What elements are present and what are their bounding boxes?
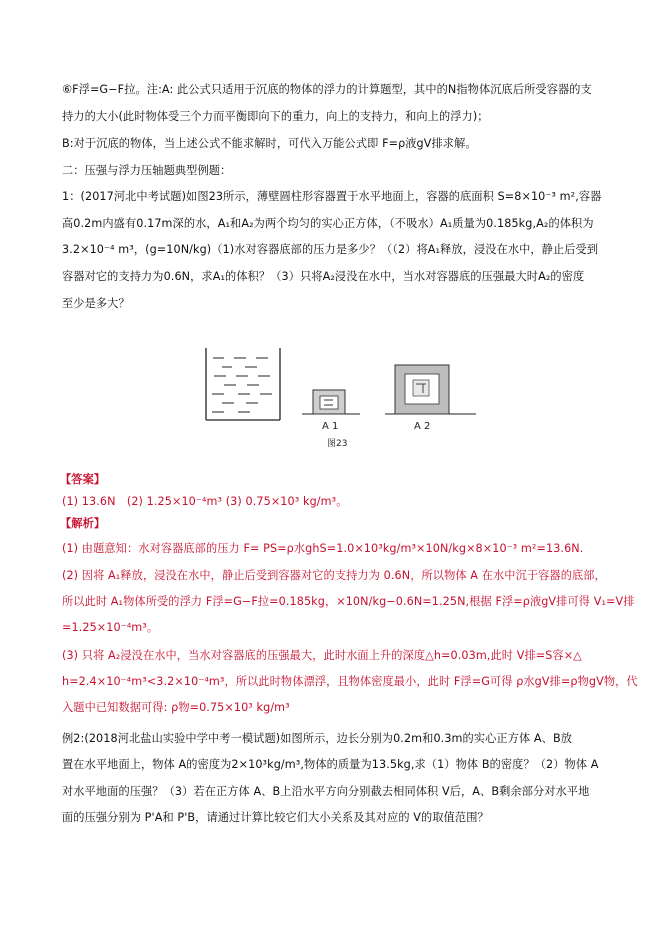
question-line: 高0.2m内盛有0.17m深的水，A₁和A₂为两个均匀的实心正方体，（不吸水）A₁质量为0.185kg,A₂的体积为: [62, 217, 594, 230]
answer-heading: 【答案】: [60, 473, 106, 486]
cube-a1: [302, 390, 360, 414]
analysis-line: (2) 因将 A₁释放，浸没在水中，静止后受到容器对它的支持力为 0.6N，所以物体 A 在水中沉于容器的底部，: [62, 569, 606, 582]
example-line: 对水平地面的压强？（3）若在正方体 A、B上沿水平方向分别截去相同体积 V后，A、B剩余部分对水平地: [62, 785, 590, 798]
example-line: 面的压强分别为 P'A和 P'B，请通过计算比较它们大小关系及其对应的 V的取值范围？: [62, 811, 489, 824]
text-line: 持力的大小(此时物体受三个力而平衡即向下的重力，向上的支持力，和向上的浮力)；: [62, 110, 489, 123]
container-with-water: [206, 348, 280, 420]
question-line: 至少是多大？: [62, 297, 130, 310]
figure-23: [0, 340, 661, 450]
question-line: 3.2×10⁻⁴ m³，(g=10N/kg)（1)水对容器底部的压力是多少？（（2）将A₁释放，浸没在水中，静止后受到: [62, 243, 599, 256]
figure-caption: 图23: [327, 439, 348, 449]
example-line: 置在水平地面上，物体 A的密度为2×10³kg/m³,物体的质量为13.5kg,求（1）物体 B的密度？（2）物体 A: [62, 758, 599, 771]
analysis-heading: 【解析】: [60, 517, 106, 530]
text-line: B:对于沉底的物体，当上述公式不能求解时，可代入万能公式即 F=ρ液gV排求解。: [62, 137, 477, 150]
question-line: 1：(2017河北中考试题)如图23所示，薄壁圆柱形容器置于水平地面上，容器的底面积 S=8×10⁻³ m²,容器: [62, 190, 602, 203]
label-a1: A 1: [322, 421, 339, 432]
section-heading: 二：压强与浮力压轴题典型例题：: [62, 164, 232, 177]
question-line: 容器对它的支持力为0.6N，求A₁的体积？（3）只将A₂浸没在水中，当水对容器底的压强最大时A₂的密度: [62, 270, 585, 283]
answer-text: (1) 13.6N (2) 1.25×10⁻⁴m³ (3) 0.75×10³ kg/m³。: [62, 495, 348, 508]
cube-a2: [385, 365, 476, 414]
example-line: 例2:(2018河北盐山实验中学中考一模试题)如图所示，边长分别为0.2m和0.3m的实心正方体 A、B放: [62, 732, 573, 745]
analysis-line: (1) 由题意知：水对容器底部的压力 F= PS=ρ水ghS=1.0×10³kg/m³×10N/kg×8×10⁻³ m²=13.6N.: [62, 542, 584, 555]
analysis-line: (3) 只将 A₂浸没在水中，当水对容器底的压强最大，此时水面上升的深度△h=0.03m,此时 V排=S容×△: [62, 649, 582, 662]
text-line: ⑥F浮=G−F拉。注:A: 此公式只适用于沉底的物体的浮力的计算题型，其中的N指物体沉底后所受容器的支: [62, 83, 592, 96]
label-a2: A 2: [414, 421, 431, 432]
analysis-line: 入题中已知数据可得: ρ物=0.75×10³ kg/m³: [62, 701, 290, 714]
analysis-line: =1.25×10⁻⁴m³。: [62, 621, 159, 634]
analysis-line: 所以此时 A₁物体所受的浮力 F浮=G−F拉=0.185kg，×10N/kg−0.6N=1.25N,根据 F浮=ρ液gV排可得 V₁=V排: [62, 595, 635, 608]
analysis-line: h=2.4×10⁻⁴m³<3.2×10⁻⁴m³，所以此时物体漂浮，且物体密度最小，此时 F浮=G可得 ρ水gV排=ρ物gV物，代: [62, 675, 638, 688]
figure-23-drawing: [0, 340, 661, 450]
